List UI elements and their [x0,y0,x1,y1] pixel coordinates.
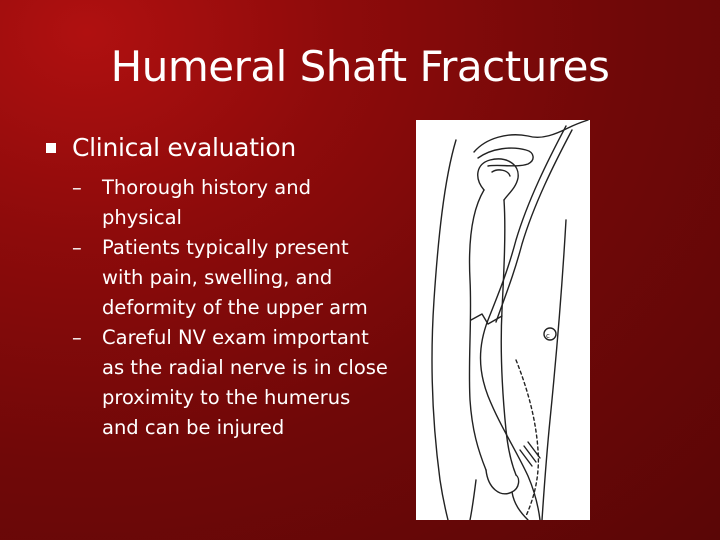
bullet-text: Clinical evaluation [72,133,296,162]
sub-bullet-text: Patients typically present with pain, swelling, and deformity of the upper arm [102,236,368,319]
dash-icon: – [72,236,82,259]
sub-bullet-2 [72,233,392,323]
slide-title: Humeral Shaft Fractures [110,42,610,91]
svg-text:c: c [546,332,550,340]
sub-bullet-text: Thorough history and physical [102,176,311,229]
sub-bullet-1 [72,173,392,233]
sub-bullet-3 [72,323,392,443]
bullet-square-icon [46,143,56,153]
dash-icon: – [72,176,82,199]
sub-bullet-text: Careful NV exam important as the radial nerve is in close proximity to the humerus and can be injured [102,326,388,439]
dash-icon: – [72,326,82,349]
humerus-illustration [416,120,590,520]
